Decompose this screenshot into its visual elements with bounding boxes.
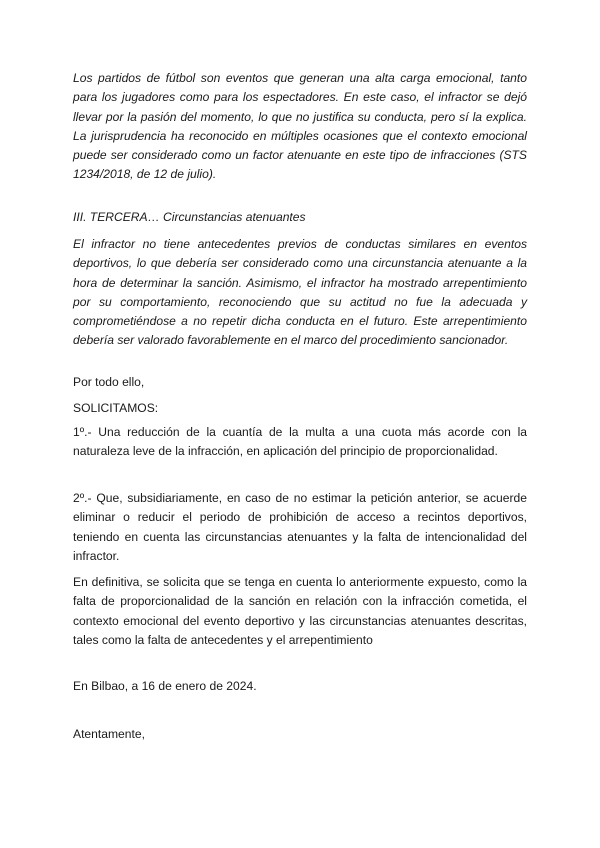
solicitamos-heading: SOLICITAMOS: xyxy=(73,401,159,415)
request-item-1: 1º.- Una reducción de la cuantía de la multa a una cuota más acorde con la naturaleza leve de la infracción, en aplicación del principio de proporcionalidad. xyxy=(73,425,527,459)
closing-salutation: Atentamente, xyxy=(73,727,145,741)
request-item-2: 2º.- Que, subsidiariamente, en caso de no estimar la petición anterior, se acuerde eliminar o reducir el periodo de prohibición de acceso a recintos deportivos, teniendo en cuenta las circunstancias atenuantes y la falta de intencionalidad del infractor. xyxy=(73,491,527,563)
paragraph-mitigating-circumstances: El infractor no tiene antecedentes previos de conductas similares en eventos deportivos, lo que debería ser considerado como una circunstancia atenuante a la hora de determinar la sanción. Asimismo, el infractor ha mostrado arrepentimiento por su comportamiento, reconociendo que su actitud no fue la adecuada y comprometiéndose a no repetir dicha conducta en el futuro. Este arrepentimiento debería ser valorado favorablemente en el marco del procedimiento sancionador. xyxy=(73,237,527,348)
conclusion-paragraph: En definitiva, se solicita que se tenga en cuenta lo anteriormente expuesto, como la falta de proporcionalidad de la sanción en relación con la infracción cometida, el contexto emocional del evento deportivo y las circunstancias atenuantes descritas, tales como la falta de antecedentes y el arrepentimiento xyxy=(73,575,527,647)
paragraph-emotional-context: Los partidos de fútbol son eventos que generan una alta carga emocional, tanto para los jugadores como para los espectadores. En este caso, el infractor se dejó llevar por la pasión del momento, lo que no justifica su conducta, pero sí la explica. La jurisprudencia ha reconocido en múltiples ocasiones que el contexto emocional puede ser considerado como un factor atenuante en este tipo de infracciones (STS 1234/2018, de 12 de julio). xyxy=(73,71,527,182)
place-and-date: En Bilbao, a 16 de enero de 2024. xyxy=(73,679,257,693)
por-todo-ello-text: Por todo ello, xyxy=(73,375,145,389)
section-heading-tercera: III. TERCERA… Circunstancias atenuantes xyxy=(73,210,306,224)
